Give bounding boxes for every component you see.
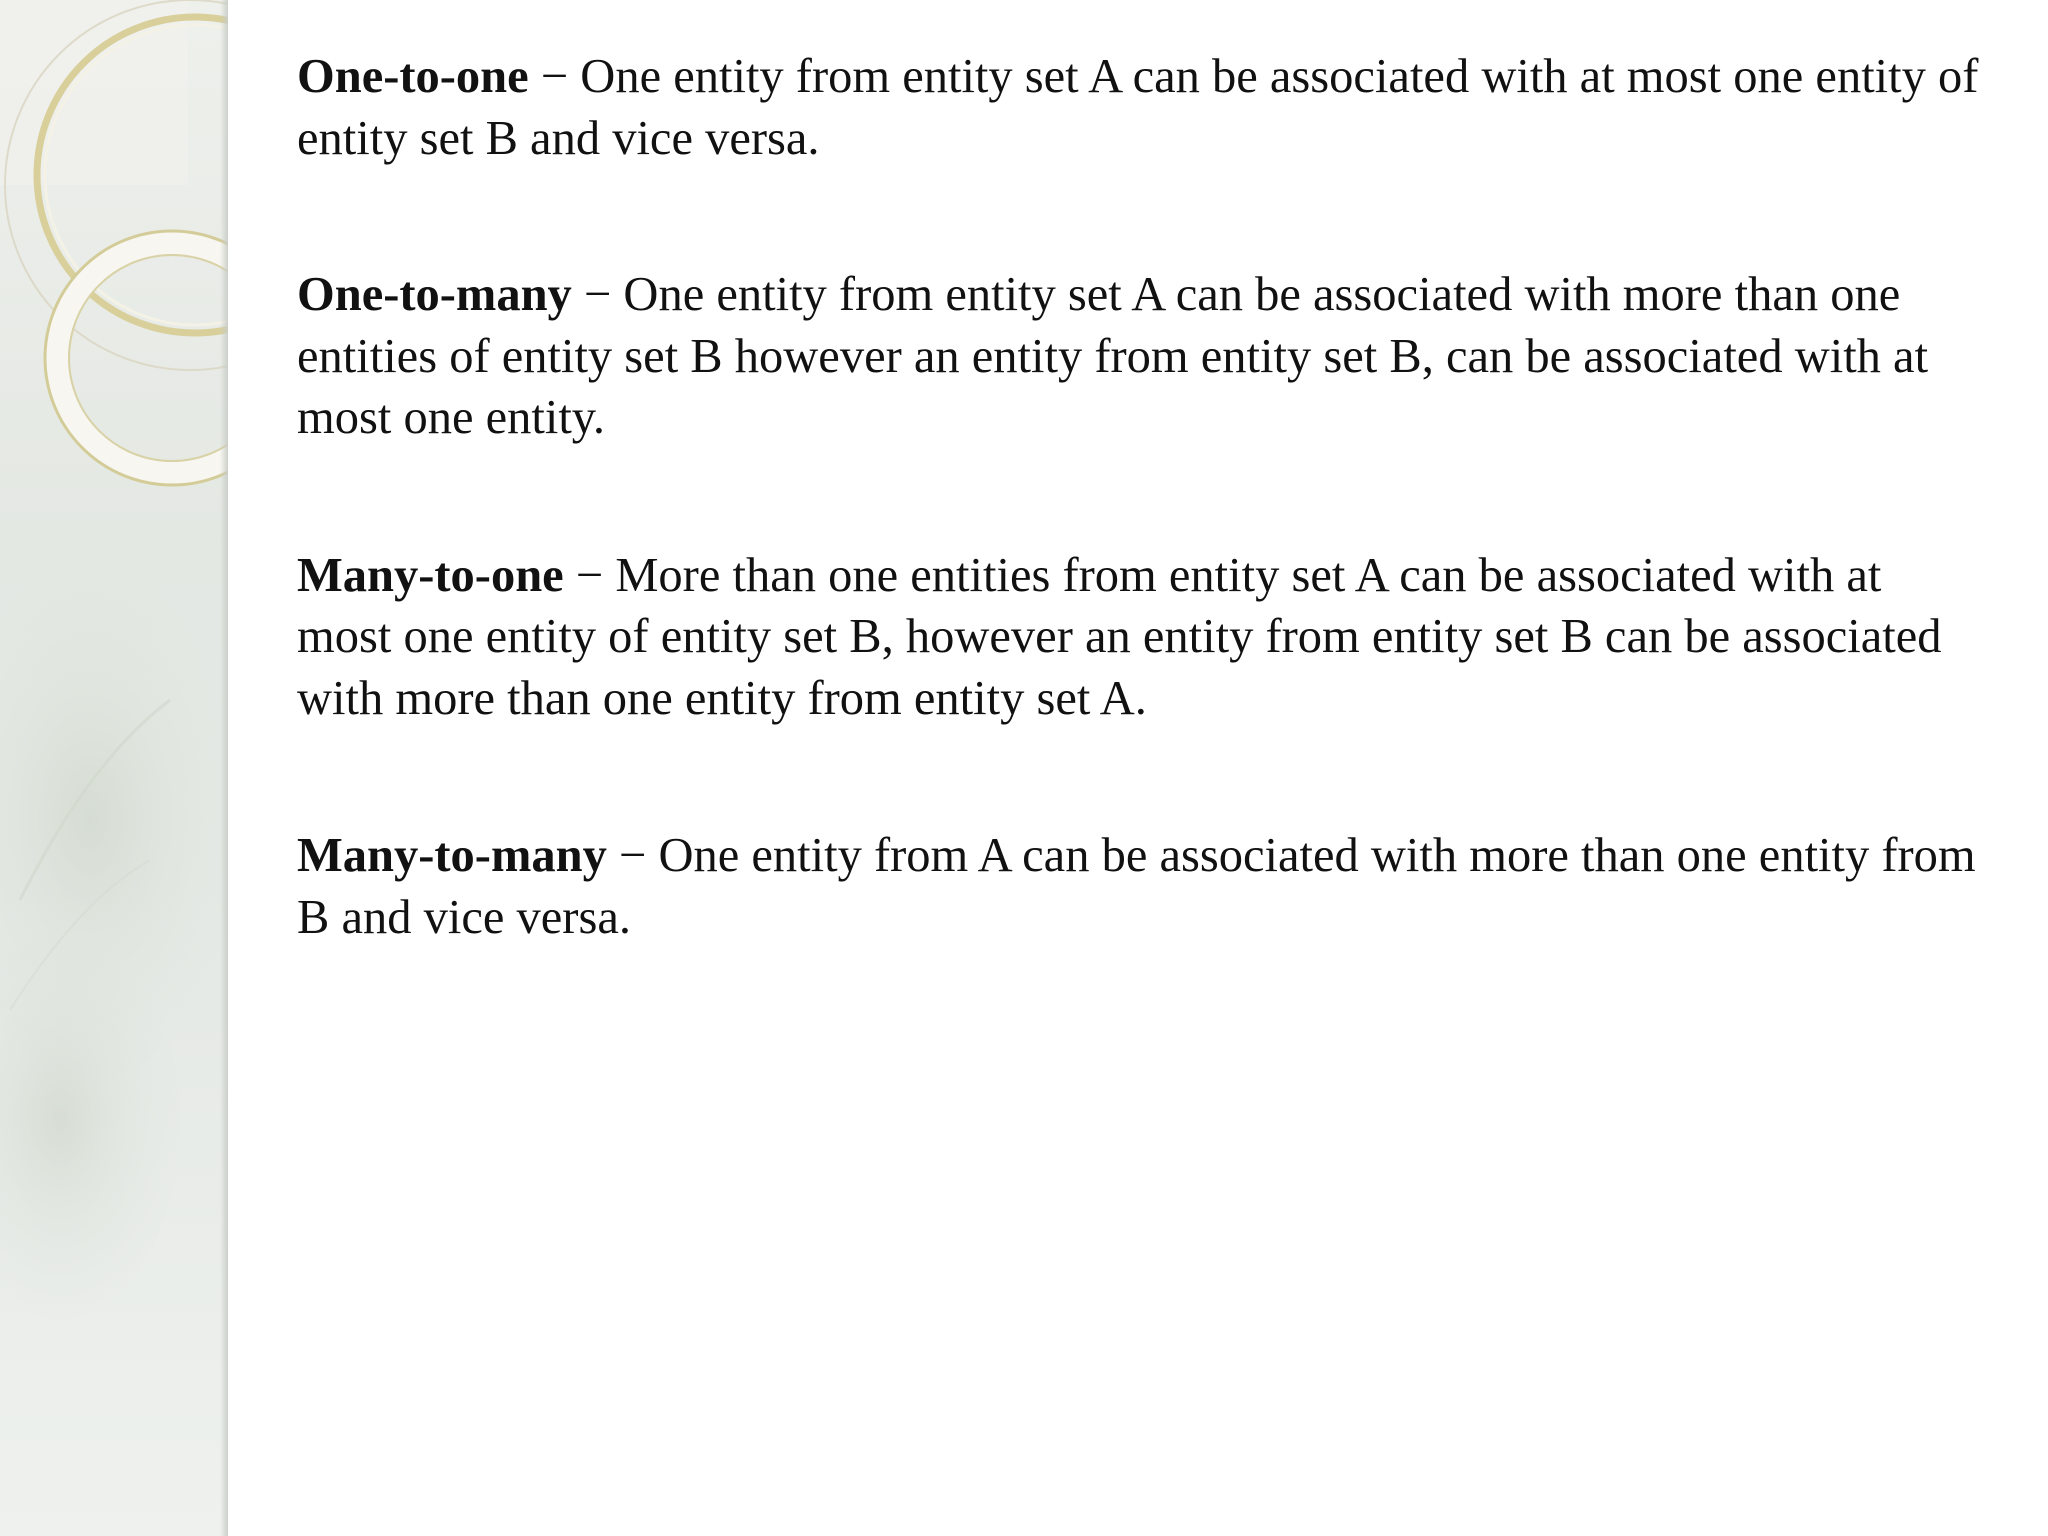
term-many-to-one: Many-to-one [297, 548, 564, 602]
decorative-rings-graphic [0, 0, 228, 1536]
description-many-to-one: More than one entities from entity set A can be associated with at most one entity of entity set B, however an entity from entity set B can be associated with more than one entity from entity set A. [297, 548, 1942, 725]
term-one-to-many: One-to-many [297, 268, 572, 321]
term-many-to-many: Many-to-many [297, 829, 607, 882]
decorative-side-panel [0, 0, 228, 1536]
relationship-item-one-to-many [297, 264, 1987, 449]
separator: − [606, 829, 659, 882]
description-one-to-one: One entity from entity set A can be associated with at most one entity of entity set B and vice versa. [297, 50, 1979, 165]
description-one-to-many: One entity from entity set A can be associated with more than one entities of entity set B however an entity from entity set B, can be associated with at most one entity. [297, 268, 1929, 444]
content-area [297, 46, 1987, 948]
relationship-item-one-to-one [297, 46, 1987, 169]
description-many-to-many: One entity from A can be associated with more than one entity from B and vice versa. [297, 829, 1976, 944]
separator: − [563, 548, 616, 602]
relationship-item-many-to-many [297, 825, 1987, 948]
separator: − [571, 268, 624, 321]
term-one-to-one: One-to-one [297, 50, 529, 103]
relationship-item-many-to-one [297, 545, 1987, 730]
separator: − [528, 50, 581, 103]
